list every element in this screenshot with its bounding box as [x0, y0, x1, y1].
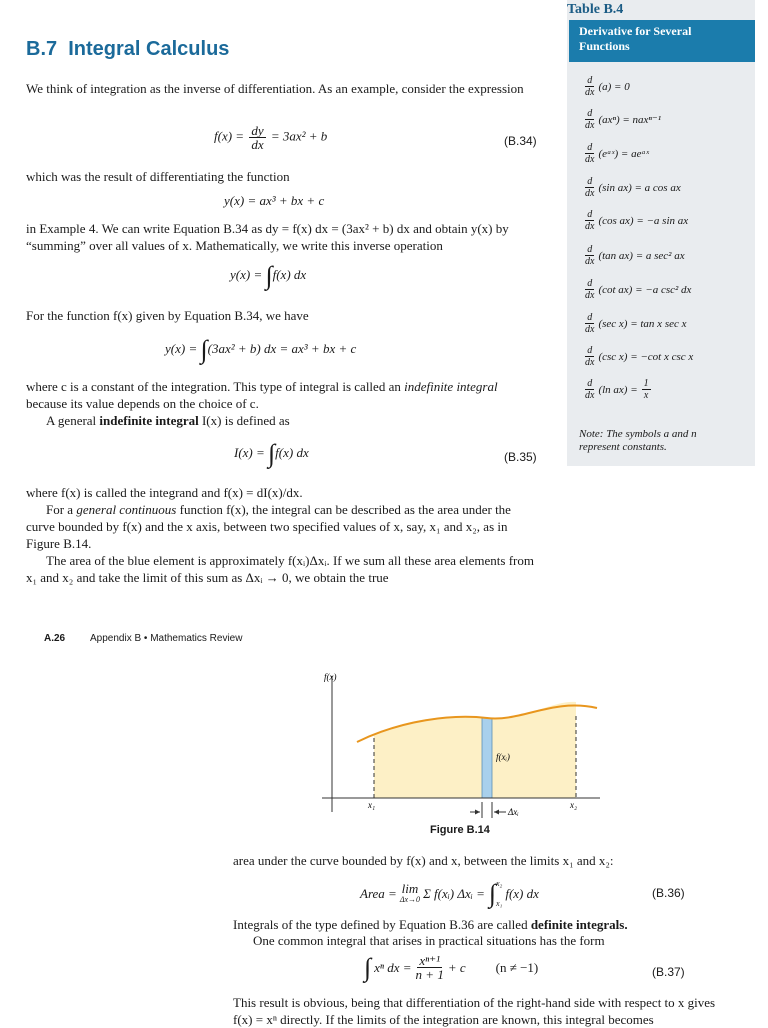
- d-den: dx: [585, 290, 595, 301]
- derivative-operator: [583, 142, 596, 165]
- derivative-expression: (cot ax) = −a csc² dx: [598, 283, 692, 296]
- d-den: dx: [585, 357, 595, 368]
- d-num: d: [587, 176, 593, 187]
- integral-sign: ∫: [268, 439, 276, 468]
- d-num: d: [587, 209, 593, 220]
- text-span: function f(x), the integral can be described as the area under the curve bounded by f(x) and the x axis, between two specified values of x, say, x₁ and x₂, as in Figure B.14.: [26, 502, 511, 551]
- derivative-operator: [583, 244, 596, 267]
- derivative-operator: [583, 378, 596, 401]
- d-num: d: [587, 278, 593, 289]
- x2-label: x₂: [570, 800, 578, 810]
- ln-den: x: [643, 390, 649, 401]
- paragraph-obvious: This result is obvious, being that differentiation of the right-hand side with respect to x gives f(x) = xⁿ directly. If the limits of the integration are known, this integral becomes: [233, 995, 716, 1027]
- d-den: dx: [585, 390, 595, 401]
- derivative-expression: (a) = 0: [598, 80, 630, 93]
- derivative-expression: (eᵃˣ) = aeᵃˣ: [598, 147, 649, 160]
- table-row: [581, 278, 691, 301]
- footer-title: Appendix B • Mathematics Review: [90, 633, 243, 644]
- eq-b37-den: n + 1: [415, 967, 444, 982]
- d-num: d: [587, 345, 593, 356]
- derivative-expression: (cos ax) = −a sin ax: [598, 214, 689, 227]
- eq-b36-sum: Σ f(xᵢ) Δxᵢ =: [423, 886, 485, 901]
- term-indefinite-integral: indefinite integral: [404, 379, 498, 394]
- d-den: dx: [585, 87, 595, 98]
- figure-caption: Figure B.14: [430, 824, 490, 836]
- derivative-operator: [583, 108, 596, 131]
- text-span: A general: [46, 413, 100, 428]
- eq-b37-lhs: xⁿ dx =: [374, 959, 412, 975]
- equation-expanded: [165, 335, 357, 364]
- equation-b34: [214, 124, 327, 151]
- fxi-label: f(xᵢ): [496, 752, 510, 762]
- figure-b14: [312, 668, 612, 820]
- eq-expanded-lhs: y(x) =: [165, 340, 198, 356]
- d-num: d: [587, 312, 593, 323]
- integral-sign: ∫: [200, 335, 208, 364]
- eq-b36-definite-integral: [489, 874, 539, 914]
- equation-b35: [234, 439, 309, 468]
- eq-number-b37: (B.37): [652, 965, 685, 979]
- d-num: d: [587, 75, 593, 86]
- paragraph-inverse: in Example 4. We can write Equation B.34 as dy = f(x) dx = (3ax² + b) dx and obtain y(x) by “summing” over all values of x. Mathematically, we write this inverse operation: [26, 221, 509, 253]
- x1-label: x₁: [368, 800, 376, 810]
- integral-limits: [496, 874, 502, 914]
- paragraph-area-bounded: area under the curve bounded by f(x) and x, between the limits x₁ and x₂:: [233, 853, 614, 868]
- derivative-operator: [583, 278, 596, 301]
- eq-number-b35: (B.35): [504, 450, 537, 464]
- section-title: [26, 38, 229, 61]
- paragraph-constant: [26, 378, 541, 412]
- derivative-operator: [583, 209, 596, 232]
- table-row: [581, 108, 661, 131]
- delta-x-arrowhead-left: [475, 810, 480, 815]
- paragraph-intro: We think of integration as the inverse of differentiation. As an example, consider the expression: [26, 81, 524, 96]
- lower-limit: x₁: [496, 899, 503, 908]
- table-row: [581, 209, 688, 232]
- table-label: Table B.4: [567, 2, 624, 17]
- equation-b37: [364, 954, 538, 981]
- eq-b34-rhs: = 3ax² + b: [270, 128, 328, 144]
- paragraph-integrand: where f(x) is called the integrand and f(x) = dI(x)/dx.: [26, 485, 303, 500]
- ln-expr: (ln ax) =: [598, 383, 638, 396]
- limit-text: lim: [401, 881, 419, 896]
- derivative-operator: [583, 312, 596, 335]
- eq-b34-num: dy: [251, 123, 264, 138]
- text-span: where c is a constant of the integration. This type of integral is called an: [26, 379, 405, 394]
- eq-b34-fraction: [249, 124, 265, 151]
- integral-sign: ∫: [488, 879, 496, 908]
- table-row: [581, 312, 687, 335]
- footer-page-number: A.26: [44, 633, 66, 644]
- upper-limit: x₂: [496, 879, 503, 888]
- integral-sign: ∫: [265, 261, 273, 290]
- d-den: dx: [585, 221, 595, 232]
- table-row: [581, 142, 649, 165]
- derivative-expression: (sec x) = tan x sec x: [598, 317, 687, 330]
- text-span: For a: [46, 502, 77, 517]
- table-row: [581, 176, 681, 199]
- d-num: d: [587, 142, 593, 153]
- equation-inverse: [230, 261, 307, 290]
- eq-b37-constant: + c: [447, 959, 466, 975]
- text-span: because its value depends on the choice of c.: [26, 396, 259, 411]
- table-row-ln: [581, 378, 653, 401]
- d-den: dx: [585, 120, 595, 131]
- eq-b37-fraction: [414, 954, 446, 981]
- ln-fraction: [642, 378, 651, 401]
- derivative-expression: (sin ax) = a cos ax: [598, 181, 681, 194]
- paragraph-definition: [46, 412, 290, 429]
- eq-b37-num: xⁿ⁺¹: [419, 953, 440, 968]
- eq-b34-den: dx: [251, 137, 264, 152]
- equation-function: y(x) = ax³ + bx + c: [224, 193, 325, 208]
- derivative-operator: [583, 345, 596, 368]
- derivative-operator: [583, 176, 596, 199]
- eq-b34-lhs: f(x) =: [214, 128, 245, 144]
- integral-sign: ∫: [364, 952, 372, 982]
- paragraph-definite: [233, 916, 733, 933]
- eq-b36-limit: [400, 883, 420, 905]
- text-span: Integrals of the type defined by Equation B.36 are called: [233, 917, 531, 932]
- delta-x-arrowhead-right: [494, 810, 499, 815]
- d-den: dx: [585, 324, 595, 335]
- d-den: dx: [585, 256, 595, 267]
- section-heading: Integral Calculus: [68, 38, 230, 60]
- ln-num: 1: [643, 378, 649, 389]
- delta-xi-label: Δxᵢ: [508, 807, 519, 817]
- paragraph-differentiating: which was the result of differentiating the function: [26, 169, 290, 184]
- eq-b36-lhs: Area =: [360, 886, 397, 901]
- derivative-expression: (axⁿ) = naxⁿ⁻¹: [598, 114, 661, 126]
- table-row: [581, 75, 630, 98]
- term-general-continuous: general continuous: [76, 502, 177, 517]
- eq-b37-condition: (n ≠ −1): [495, 959, 539, 975]
- eq-number-b34: (B.34): [504, 134, 537, 148]
- d-num: d: [587, 108, 593, 119]
- section-number: B.7: [26, 38, 58, 60]
- paragraph-continuous: [26, 501, 541, 552]
- limit-subscript: Δx→0: [399, 895, 421, 904]
- derivative-operator: [583, 75, 596, 98]
- term-indefinite-integral-bold: indefinite integral: [99, 413, 199, 428]
- eq-inverse-rhs: f(x) dx: [272, 266, 307, 282]
- table-header: Derivative for Several Functions: [569, 20, 755, 62]
- equation-b36: [360, 874, 539, 914]
- eq-number-b36: (B.36): [652, 886, 685, 900]
- table-note: Note: The symbols a and n represent constants.: [579, 428, 697, 453]
- d-den: dx: [585, 154, 595, 165]
- area-element: [482, 718, 492, 798]
- paragraph-function: For the function f(x) given by Equation B.34, we have: [26, 308, 309, 323]
- eq-b35-lhs: I(x) =: [234, 444, 265, 460]
- term-definite-integrals: definite integrals.: [530, 917, 628, 932]
- paragraph-area-element: The area of the blue element is approximately f(xᵢ)Δxᵢ. If we sum all these area elements from x₁ and x₂ and take the limit of this sum as Δxᵢ → 0, we obtain the true: [26, 553, 535, 585]
- table-row: [581, 345, 693, 368]
- y-axis-label: f(x): [324, 672, 337, 682]
- d-num: d: [587, 378, 593, 389]
- d-num: d: [587, 244, 593, 255]
- derivative-expression: (csc x) = −cot x csc x: [598, 350, 694, 363]
- eq-expanded-rhs: (3ax² + b) dx = ax³ + bx + c: [207, 340, 357, 356]
- derivative-expression: (tan ax) = a sec² ax: [598, 249, 685, 262]
- table-row: [581, 244, 685, 267]
- d-den: dx: [585, 188, 595, 199]
- eq-inverse-lhs: y(x) =: [230, 266, 263, 282]
- paragraph-common-integral: One common integral that arises in practical situations has the form: [253, 933, 605, 948]
- eq-b36-rhs: f(x) dx: [505, 886, 539, 901]
- text-span: I(x) is defined as: [198, 413, 290, 428]
- eq-b35-rhs: f(x) dx: [275, 444, 309, 460]
